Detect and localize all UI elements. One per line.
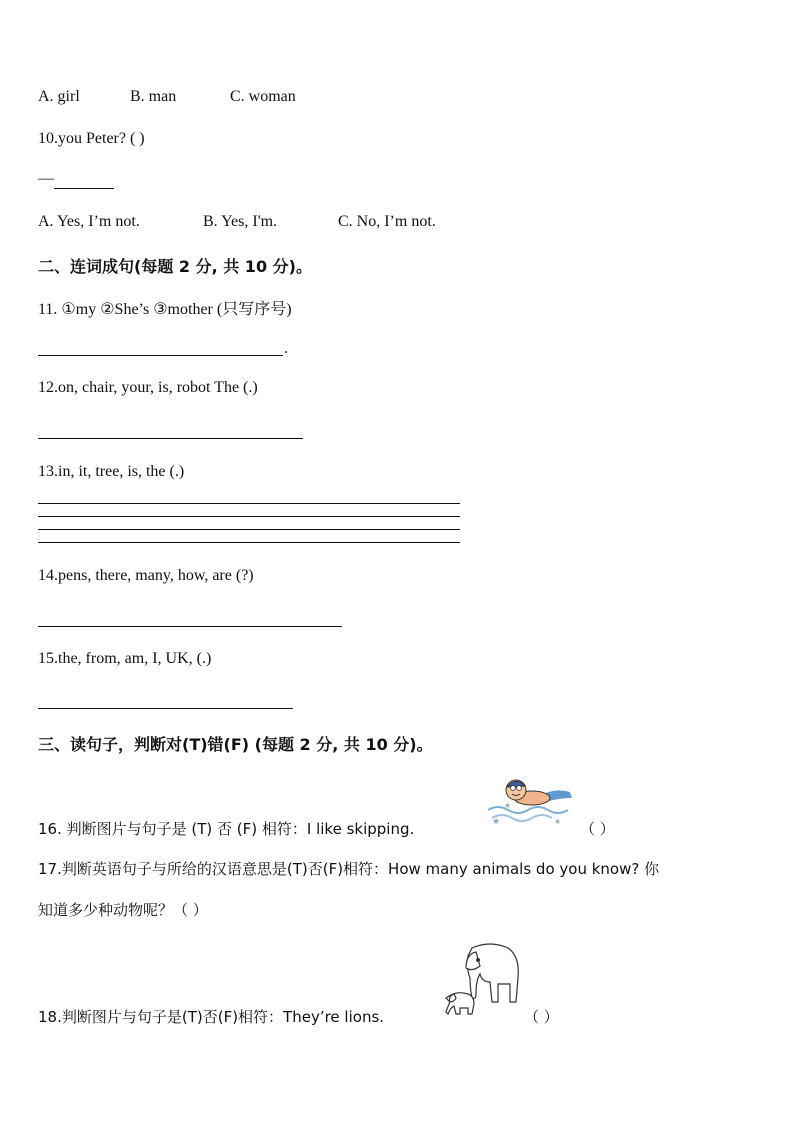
svg-text:★: ★ — [492, 817, 501, 827]
svg-text:★: ★ — [504, 801, 512, 810]
q10-option-b[interactable]: B. Yes, I'm. — [203, 213, 278, 230]
q10-option-a[interactable]: A. Yes, I’m not. — [38, 213, 140, 230]
q11-end-period: . — [284, 340, 288, 357]
q12-answer-line[interactable] — [38, 438, 303, 439]
svg-text:★: ★ — [554, 817, 562, 826]
q15-answer-line[interactable] — [38, 708, 293, 709]
q13-answer-line-4[interactable] — [38, 542, 460, 543]
q11-answer-line[interactable] — [38, 355, 283, 356]
swimming-child-icon — [484, 768, 580, 828]
q10-option-c[interactable]: C. No, I’m not. — [338, 213, 436, 230]
q10-options — [38, 213, 436, 231]
q15-text: 15.the, from, am, I, UK, (.) — [38, 650, 212, 667]
section-2-title: 二、连词成句(每题 2 分, 共 10 分)。 — [38, 257, 312, 276]
q14-answer-line[interactable] — [38, 626, 342, 627]
q16-line — [38, 818, 414, 839]
q9-option-b[interactable]: B. man — [130, 88, 177, 105]
q13-answer-line-1[interactable] — [38, 503, 460, 504]
q13-text: 13.in, it, tree, is, the (.) — [38, 463, 185, 480]
q18-text: 18.判断图片与句子是(T)否(F)相符：They’re lions. — [38, 1008, 385, 1026]
q17-line-1: 17.判断英语句子与所给的汉语意思是(T)否(F)相符：How many animals do you know? 你 — [38, 860, 660, 878]
q10-stem: 10.you Peter? ( ) — [38, 130, 145, 147]
q9-option-c[interactable]: C. woman — [230, 88, 296, 105]
q10-answer-line — [38, 170, 114, 189]
q14-text: 14.pens, there, many, how, are (?) — [38, 567, 254, 584]
q10-answer-prefix: — — [38, 170, 54, 187]
q16-answer-paren[interactable]: （ ） — [580, 820, 615, 838]
elephants-icon — [442, 938, 526, 1022]
q9-option-a[interactable]: A. girl — [38, 88, 80, 105]
q12-text: 12.on, chair, your, is, robot The (.) — [38, 379, 258, 396]
q17-line-2[interactable]: 知道多少种动物呢？（ ） — [38, 901, 208, 919]
section-3-title: 三、读句子，判断对(T)错(F) (每题 2 分, 共 10 分)。 — [38, 735, 433, 754]
q16-text: 16. 判断图片与句子是 (T) 否 (F) 相符：I like skipping. — [38, 820, 415, 838]
q13-answer-line-2[interactable] — [38, 516, 460, 517]
q10-answer-blank[interactable] — [54, 170, 114, 189]
q9-options — [38, 88, 296, 106]
q13-answer-line-3[interactable] — [38, 529, 460, 530]
q11-text: 11. ①my ②She’s ③mother (只写序号) — [38, 301, 292, 318]
q18-answer-paren[interactable]: （ ） — [524, 1008, 559, 1026]
